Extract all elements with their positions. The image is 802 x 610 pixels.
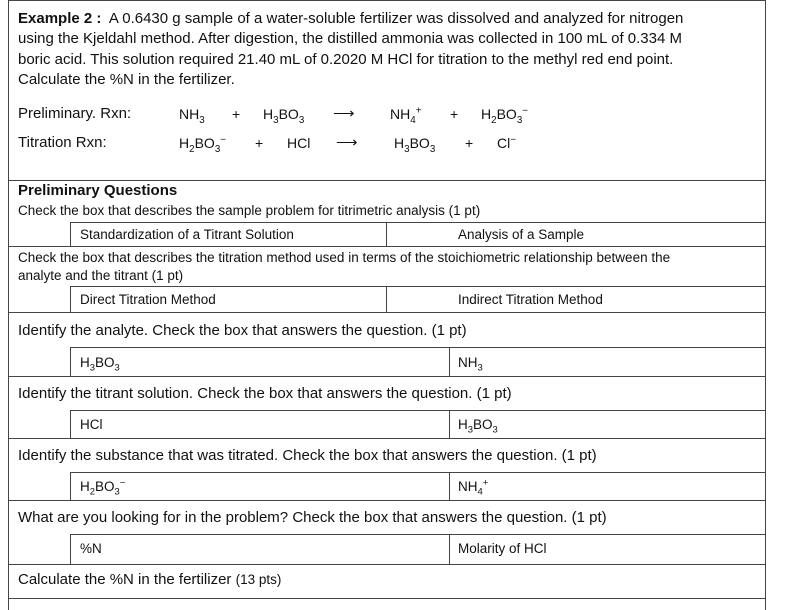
- preliminary-rxn-label: Preliminary. Rxn:: [18, 105, 132, 122]
- q4-option-hcl[interactable]: HCl: [80, 417, 103, 432]
- hcl-formula: HCl: [287, 135, 311, 151]
- reaction-arrow: ⟶: [333, 105, 354, 122]
- h2bo3-formula: $H_2BO_3^-$: [179, 134, 226, 155]
- plus-sign: +: [465, 135, 474, 151]
- box-divider: [70, 410, 71, 438]
- rule: [70, 347, 765, 348]
- example-line-1: Example 2 : A 0.6430 g sample of a water-soluble fertilizer was dissolved and analyzed for nitrogen: [18, 10, 684, 27]
- rule: [70, 286, 765, 287]
- rule: [8, 246, 765, 247]
- nh4-formula: $NH_4^+$: [390, 105, 422, 126]
- box-divider: [386, 286, 387, 312]
- q3-option-h3bo3[interactable]: $H_3BO_3$: [80, 355, 120, 374]
- nh3-formula: $NH_3$: [179, 106, 205, 126]
- q4-option-h3bo3[interactable]: $H_3BO_3$: [458, 417, 498, 436]
- q2-prompt-line-2: analyte and the titrant (1 pt): [18, 268, 184, 283]
- q3-option-nh3[interactable]: $NH_3$: [458, 355, 483, 374]
- box-divider: [449, 347, 450, 376]
- q5-prompt: Identify the substance that was titrated. Check the box that answers the question. (1 pt): [18, 447, 597, 464]
- questions-title: Preliminary Questions: [18, 182, 178, 199]
- plus-sign: +: [450, 106, 459, 122]
- rule: [8, 438, 765, 439]
- rule: [8, 180, 765, 181]
- box-divider: [70, 347, 71, 376]
- plus-sign: +: [255, 135, 264, 151]
- box-divider: [70, 472, 71, 500]
- rule: [8, 0, 765, 1]
- example-line-4: Calculate the %N in the fertilizer.: [18, 71, 235, 88]
- example-line-3: boric acid. This solution required 21.40 mL of 0.2020 M HCl for titration to the methyl red end point.: [18, 51, 674, 68]
- q5-option-nh4[interactable]: $NH_4^+$: [458, 477, 489, 498]
- rule: [70, 534, 765, 535]
- box-divider: [449, 472, 450, 500]
- box-divider: [449, 410, 450, 438]
- example-line-2: using the Kjeldahl method. After digestion, the distilled ammonia was collected in 100 mL of 0.334 M: [18, 30, 682, 47]
- rule: [8, 376, 765, 377]
- q2-option-direct[interactable]: Direct Titration Method: [80, 292, 216, 307]
- cl-formula: Cl−: [497, 134, 516, 151]
- final-points: (13 pts): [235, 572, 282, 587]
- q3-prompt: Identify the analyte. Check the box that answers the question. (1 pt): [18, 322, 467, 339]
- q2-option-indirect[interactable]: Indirect Titration Method: [458, 292, 603, 307]
- rule: [8, 312, 765, 313]
- rule: [70, 472, 765, 473]
- h3bo3-formula: $H_3BO_3$: [263, 106, 305, 126]
- rule: [70, 222, 765, 223]
- q6-prompt: What are you looking for in the problem? Check the box that answers the question. (1 pt): [18, 509, 607, 526]
- q6-option-percent-n[interactable]: %N: [80, 541, 102, 556]
- box-divider: [386, 222, 387, 246]
- rule: [8, 598, 765, 599]
- q4-prompt: Identify the titrant solution. Check the box that answers the question. (1 pt): [18, 385, 512, 402]
- rule: [70, 410, 765, 411]
- rule: [8, 564, 765, 565]
- h3bo3-formula: $H_3BO_3$: [394, 135, 436, 155]
- plus-sign: +: [232, 106, 241, 122]
- example-label: Example 2 :: [18, 10, 102, 27]
- box-divider: [449, 534, 450, 564]
- q1-option-standardization[interactable]: Standardization of a Titrant Solution: [80, 227, 294, 242]
- q5-option-h2bo3[interactable]: $H_2BO_3^-$: [80, 477, 126, 498]
- titration-rxn-label: Titration Rxn:: [18, 134, 107, 151]
- box-divider: [70, 222, 71, 246]
- q1-option-analysis[interactable]: Analysis of a Sample: [458, 227, 585, 242]
- q6-option-molarity-hcl[interactable]: Molarity of HCl: [458, 541, 547, 556]
- final-prompt: Calculate the %N in the fertilizer (13 pts): [18, 571, 282, 588]
- reaction-arrow: ⟶: [336, 134, 357, 151]
- box-divider: [70, 286, 71, 312]
- rule: [8, 500, 765, 501]
- q2-prompt-line-1: Check the box that describes the titration method used in terms of the stoichiometric relationship between the: [18, 250, 671, 265]
- q1-prompt: Check the box that describes the sample problem for titrimetric analysis (1 pt): [18, 203, 481, 218]
- box-divider: [70, 534, 71, 564]
- h2bo3-formula: $H_2BO_3^-$: [481, 105, 528, 126]
